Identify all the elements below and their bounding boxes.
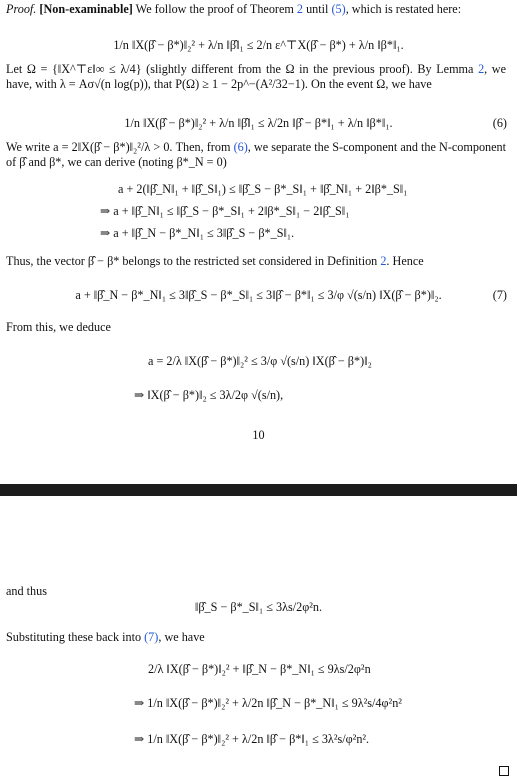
final-line-1-text: 2/λ ‖X(β̂ − β*)‖₂² + ‖β̂_N − β*_N‖₁ ≤ 9λs/2φ²n (148, 662, 371, 676)
equation-7 (0, 288, 517, 303)
intro-text: We follow the proof of Theorem (135, 2, 294, 16)
final-line-2 (134, 696, 402, 711)
equation-restated (0, 38, 517, 53)
eq6-link[interactable]: (6) (233, 140, 248, 154)
derivation-line-1-text: a + 2(‖β̂_N‖₁ + ‖β̂_S‖₁) ≤ ‖β̂_S − β*_S‖₁ + ‖β̂_N‖₁ + 2‖β*_S‖₁ (118, 182, 408, 196)
thus-vector-paragraph (6, 254, 506, 269)
substituting-text-1: Substituting these back into (6, 630, 142, 644)
qed-square-icon (499, 766, 509, 776)
eq7-link[interactable]: (7) (144, 630, 159, 644)
we-have-text: we have (391, 77, 432, 92)
from-this-paragraph (6, 320, 506, 335)
derivation-line-3-text: ⇒ a + ‖β̂_N − β*_N‖₁ ≤ 3‖β̂_S − β*_S‖₁. (100, 226, 295, 240)
final-line-1 (148, 662, 371, 677)
equation-7-number: (7) (492, 288, 507, 302)
we-write-text-2: , we separate the S-component and the (247, 140, 436, 154)
restated-text: , which is restated here: (345, 2, 462, 16)
lemma-link[interactable]: 2 (478, 62, 485, 76)
page-divider (0, 484, 517, 496)
deduce-line-1-text: a = 2/λ ‖X(β̂ − β*)‖₂² ≤ 3/φ √(s/n) ‖X(β̂ − β*)‖₂ (148, 354, 372, 368)
equation-6-text: 1/n ‖X(β̂ − β*)‖₂² + λ/n ‖β̂‖₁ ≤ λ/2n ‖β̂ − β*‖₁ + λ/n ‖β*‖₁. (124, 116, 393, 130)
lemma-prefix: Lemma (436, 62, 474, 76)
from-this-text: From this, we deduce (6, 320, 111, 334)
non-examinable-tag: [Non-examinable] (39, 2, 133, 16)
substituting-paragraph (6, 630, 506, 645)
eq5-link[interactable]: (5) (331, 2, 346, 16)
deduce-line-2-text: ⇒ ‖X(β̂ − β*)‖₂ ≤ 3λ/2φ √(s/n), (134, 388, 284, 402)
proof-intro (6, 2, 506, 17)
let-omega-text: Let Ω = {‖X^⊤ε‖∞ ≤ λ/4} (slightly different from the Ω in the previous proof). By (6, 62, 432, 76)
equation-6 (0, 116, 517, 131)
derivation-line-2-text: ⇒ a + ‖β̂_N‖₁ ≤ ‖β̂_S − β*_S‖₁ + 2‖β*_S‖₁ − 2‖β̂_S‖₁ (100, 204, 350, 218)
substituting-text-2: , we have (158, 630, 205, 644)
thus-vector-text-1: Thus, the vector β̂ − β* belongs to the restricted set considered in Definition (6, 254, 378, 268)
thus-equation (0, 600, 517, 615)
proof-label: Proof. (6, 2, 37, 16)
final-line-2-text: ⇒ 1/n ‖X(β̂ − β*)‖₂² + λ/2n ‖β̂_N − β*_N‖₁ ≤ 9λ²s/4φ²n² (134, 696, 402, 710)
thus-equation-text: ‖β̂_S − β*_S‖₁ ≤ 3λs/2φ²n. (194, 600, 323, 614)
final-line-3-text: ⇒ 1/n ‖X(β̂ − β*)‖₂² + λ/2n ‖β̂ − β*‖₁ ≤ 3λ²s/φ²n². (134, 732, 370, 746)
derivation-line-3 (100, 226, 294, 241)
we-write-text-3: N-component of β̂ and β*, we can derive (noting β*_N = 0) (6, 140, 507, 170)
deduce-line-1 (148, 354, 372, 369)
equation-7-text: a + ‖β̂_N − β*_N‖₁ ≤ 3‖β̂_S − β*_S‖₁ ≤ 3‖β̂ − β*‖₁ ≤ 3/φ √(s/n) ‖X(β̂ − β*)‖₂. (75, 288, 442, 302)
and-thus-text: and thus (6, 584, 47, 598)
until-text: until (306, 2, 329, 16)
we-write-paragraph (6, 140, 506, 171)
deduce-line-2 (134, 388, 283, 403)
definition-link[interactable]: 2 (380, 254, 387, 268)
derivation-line-2 (100, 204, 349, 219)
thus-vector-text-2: . Hence (386, 254, 424, 268)
lemma-text: , we have, with λ = Aσ√(n log(p)), that P(Ω) ≥ 1 − 2p^−(A²/32−1). On the event Ω, (6, 62, 507, 92)
page-number: 10 (252, 428, 265, 442)
equation-6-number: (6) (492, 116, 507, 130)
final-line-3 (134, 732, 369, 747)
equation-restated-text: 1/n ‖X(β̂ − β*)‖₂² + λ/n ‖β̂‖₁ ≤ 2/n ε^⊤X(β̂ − β*) + λ/n ‖β*‖₁. (113, 38, 404, 52)
let-omega-paragraph (6, 62, 506, 93)
derivation-line-1 (118, 182, 407, 197)
we-write-text-1: We write a = 2‖X(β̂ − β*)‖₂²/λ > 0. Then, from (6, 140, 231, 154)
theorem-link[interactable]: 2 (296, 2, 304, 16)
and-thus-paragraph (6, 584, 506, 599)
